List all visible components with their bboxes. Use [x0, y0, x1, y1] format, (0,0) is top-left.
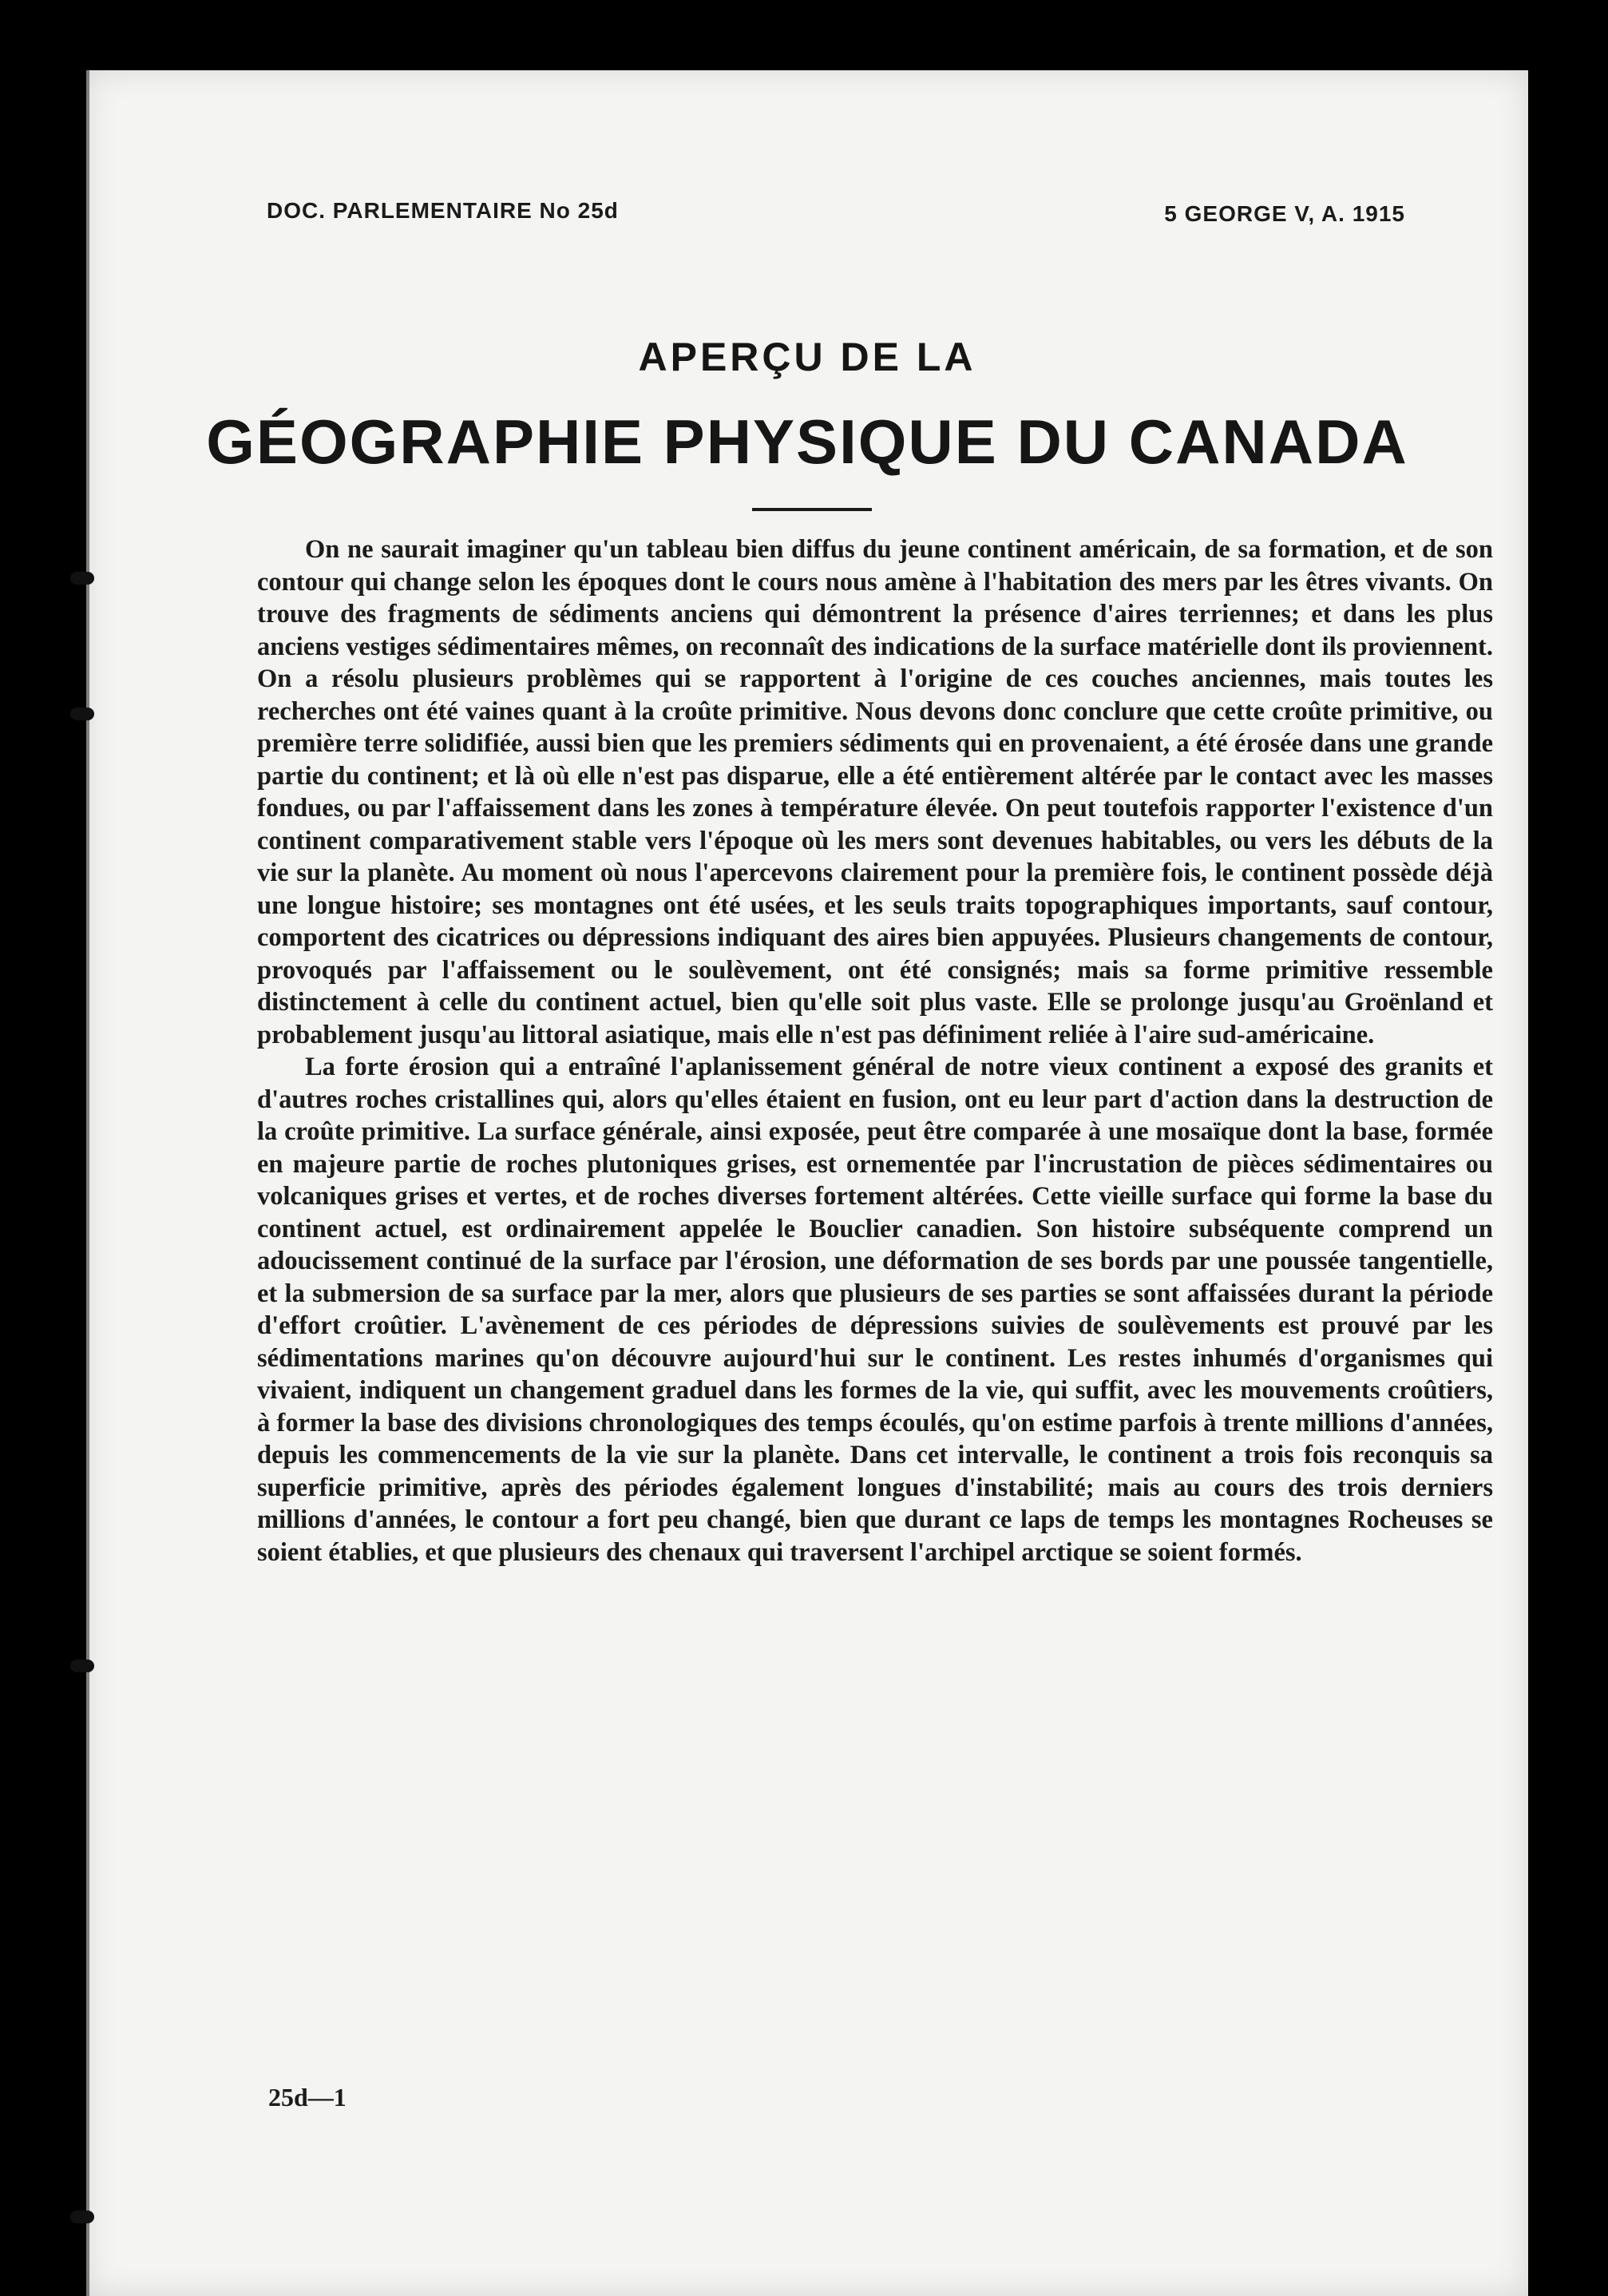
paragraph: On ne saurait imaginer qu'un tableau bien diffus du jeune continent américain, de sa formation, et de son contour qui change selon les époques dont le cours nous amène à l'habitation des mers par les êtres vivants. On trouve des fragments de sédiments anciens qui démontrent la présence d'aires terriennes; et dans les plus anciens vestiges sédimentaires mêmes, on reconnaît des indications de la surface matérielle dont ils proviennent. On a résolu plusieurs problèmes qui se rapportent à l'origine de ces couches anciennes, mais toutes les recherches ont été vaines quant à la croûte primitive. Nous devons donc conclure que cette croûte primitive, ou première terre solidifiée, aussi bien que les premiers sédiments qui en provenaient, a été érosée dans une grande partie du continent; et là où elle n'est pas disparue, elle a été entièrement altérée par le contact avec les masses fondues, ou par l'affaissement dans les zones à température élevée. On peut toutefois rapporter l'existence d'un continent comparativement stable vers l'époque où les mers sont devenues habitables, ou vers les débuts de la vie sur la planète. Au moment où nous l'apercevons clairement pour la première fois, le continent possède déjà une longue histoire; ses montagnes ont été usées, et les seuls traits topographiques importants, sauf contour, comportent des cicatrices ou dépressions indiquant des aires bien appuyées. Plusieurs changements de contour, provoqués par l'affaissement ou le soulèvement, ont été consignés; mais sa forme primitive ressemble distinctement à celle du continent actuel, bien qu'elle soit plus vaste. Elle se prolonge jusqu'au Groënland et probablement jusqu'au littoral asiatique, mais elle n'est pas définiment reliée à l'aire sud-américaine. — [257, 535, 1493, 1049]
binding-mark — [70, 572, 94, 585]
paragraph: La forte érosion qui a entraîné l'aplanissement général de notre vieux continent a exposé des granits et d'autres roches cristallines qui, alors qu'elles étaient en fusion, ont eu leur part d'action dans la destruction de la croûte primitive. La surface générale, ainsi exposée, peut être comparée à une mosaïque dont la base, formée en majeure partie de roches plutoniques grises, est ornementée par l'incrustation de pièces sédimentaires ou volcaniques grises et vertes, et de roches diverses fortement altérées. Cette vieille surface qui forme la base du continent actuel, est ordinairement appelée le Bouclier canadien. Son histoire subséquente comprend un adoucissement continué de la surface par l'érosion, une déformation de ses bords par une poussée tangentielle, et la submersion de sa surface par la mer, alors que plusieurs de ses parties se sont affaissées durant la période d'effort croûtier. L'avènement de ces périodes de dépressions suivies de soulèvements est prouvé par les sédimentations marines qu'on découvre aujourd'hui sur le continent. Les restes inhumés d'organismes qui vivaient, indiquent un changement graduel dans les formes de la vie, qui suffit, avec les mouvements croûtiers, à former la base des divisions chronologiques des temps écoulés, qu'on estime parfois à trente millions d'années, depuis les commencements de la vie sur la planète. Dans cet intervalle, le continent a trois fois reconquis sa superficie primitive, après des périodes également longues d'instabilité; mais au cours des trois derniers millions d'années, le contour a fort peu changé, bien que durant ce laps de temps les montagnes Rocheuses se soient établies, et que plusieurs des chenaux qui traversent l'archipel arctique se soient formés. — [257, 1053, 1493, 1567]
binding-mark — [70, 1660, 94, 1672]
session-year: 5 GEORGE V, A. 1915 — [1164, 201, 1405, 226]
document-page — [86, 70, 1528, 2296]
title-divider — [752, 508, 872, 511]
page-signature: 25d—1 — [268, 2083, 347, 2112]
document-number: DOC. PARLEMENTAIRE No 25d — [267, 198, 619, 223]
title-line-2: GÉOGRAPHIE PHYSIQUE DU CANADA — [206, 406, 1408, 477]
title-line-1: APERÇU DE LA — [638, 335, 976, 379]
binding-mark — [70, 2211, 94, 2223]
running-header — [267, 198, 1405, 238]
body-text — [257, 533, 1493, 1568]
binding-mark — [70, 708, 94, 720]
page-edge-line — [86, 70, 89, 2296]
